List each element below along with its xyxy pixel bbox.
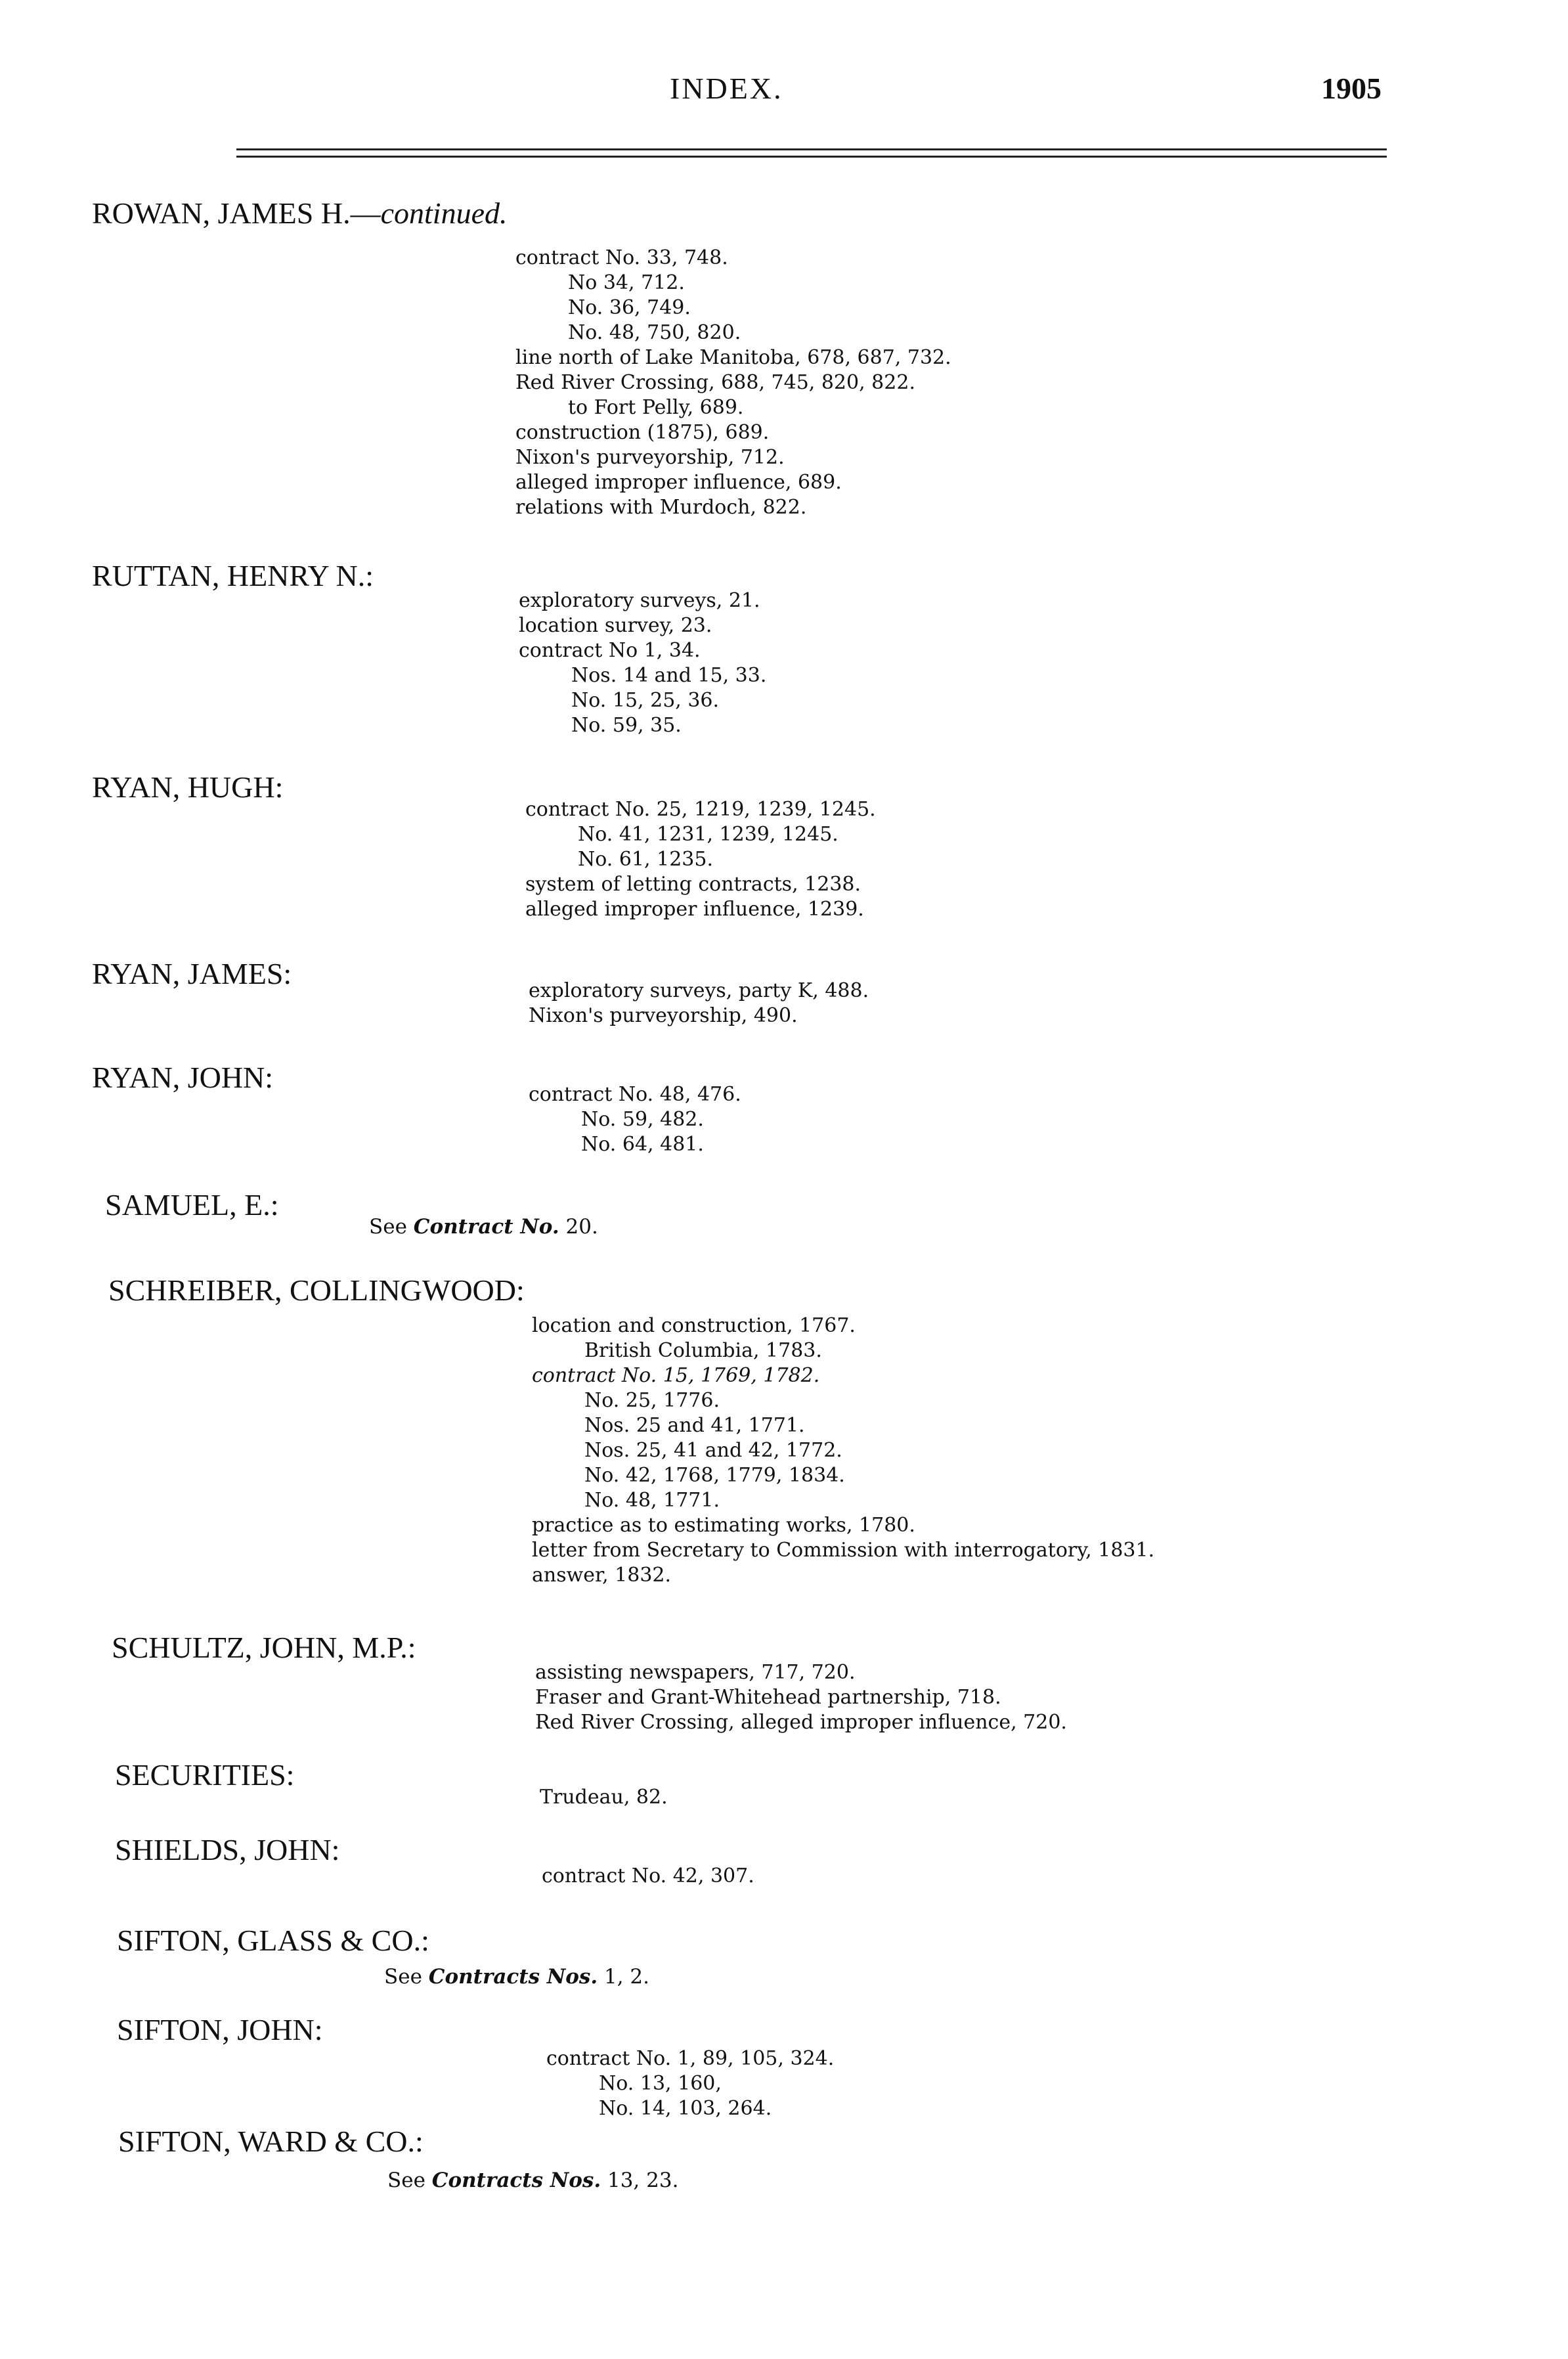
entry-name: RYAN, JOHN:: [92, 1061, 274, 1094]
entry-name: RYAN, JAMES:: [92, 957, 292, 990]
entry-line: Red River Crossing, alleged improper influence, 720.: [535, 1711, 1067, 1734]
entry-name: [92, 196, 508, 231]
entry-lines: [529, 979, 869, 1028]
page-title: INDEX.: [670, 72, 783, 105]
entry-lines: [519, 588, 766, 738]
entry-line: No. 59, 482.: [581, 1108, 704, 1131]
entry-line: system of letting contracts, 1238.: [525, 873, 861, 896]
entry-name: SIFTON, GLASS & CO.:: [117, 1924, 429, 1957]
entry-line: No. 48, 1771.: [584, 1489, 720, 1512]
entry-line: No. 41, 1231, 1239, 1245.: [578, 823, 838, 846]
entry-name: SIFTON, JOHN:: [117, 2013, 323, 2046]
entry-name: SECURITIES:: [115, 1758, 295, 1792]
entry-line: construction (1875), 689.: [515, 421, 770, 444]
see-prefix: See: [369, 1215, 407, 1239]
header-rule-double: [236, 156, 1387, 158]
entry-line: contract No. 33, 748.: [515, 246, 728, 269]
entry-line: Red River Crossing, 688, 745, 820, 822.: [515, 371, 915, 394]
entry-line: exploratory surveys, party K, 488.: [529, 979, 869, 1002]
entry-line: relations with Murdoch, 822.: [515, 496, 807, 519]
entry-line: Nos. 14 and 15, 33.: [571, 664, 767, 687]
entry-line: Nixon's purveyorship, 490.: [529, 1004, 798, 1027]
entry-name-text: ROWAN, JAMES H.—: [92, 196, 381, 230]
entry-line: contract No. 1, 89, 105, 324.: [546, 2047, 835, 2070]
see-target: Contracts Nos.: [428, 1965, 598, 1989]
entry-line: Trudeau, 82.: [540, 1786, 668, 1809]
see-target: Contracts Nos.: [431, 2169, 601, 2192]
entry-line: No. 64, 481.: [581, 1133, 704, 1156]
entry-lines: [540, 1785, 668, 1810]
entry-line: contract No 1, 34.: [519, 639, 701, 662]
see-target: Contract No.: [413, 1215, 559, 1239]
entry-name: SHIELDS, JOHN:: [115, 1833, 340, 1866]
entry-line: Fraser and Grant-Whitehead partnership, 718.: [535, 1686, 1001, 1709]
see-reference: [387, 2169, 678, 2192]
entry-line: assisting newspapers, 717, 720.: [535, 1661, 856, 1684]
entry-line: British Columbia, 1783.: [584, 1339, 822, 1362]
entry-line: No. 13, 160,: [599, 2072, 722, 2095]
entry-line: Nos. 25 and 41, 1771.: [584, 1414, 805, 1437]
entry-line: No. 25, 1776.: [584, 1389, 720, 1412]
entry-name: SCHREIBER, COLLINGWOOD:: [108, 1273, 525, 1307]
entry-lines: [515, 246, 951, 520]
entry-lines: [532, 1313, 1154, 1588]
entry-line: line north of Lake Manitoba, 678, 687, 732.: [515, 346, 951, 369]
see-reference: [369, 1215, 598, 1239]
entry-line: alleged improper influence, 689.: [515, 471, 842, 494]
entry-line: letter from Secretary to Commission with interrogatory, 1831.: [532, 1539, 1155, 1562]
entry-line: No 34, 712.: [568, 271, 685, 294]
entry-lines: [529, 1082, 741, 1157]
entry-line: No. 36, 749.: [568, 296, 691, 319]
entry-name: RUTTAN, HENRY N.:: [92, 559, 374, 592]
entry-name: RYAN, HUGH:: [92, 770, 284, 804]
entry-line: No. 61, 1235.: [578, 848, 713, 871]
entry-line: No. 48, 750, 820.: [568, 321, 741, 344]
see-number: 20.: [565, 1215, 598, 1239]
entry-line: to Fort Pelly, 689.: [568, 396, 744, 419]
entry-line: contract No. 48, 476.: [529, 1083, 741, 1106]
entry-line: location survey, 23.: [519, 614, 712, 637]
entry-line: alleged improper influence, 1239.: [525, 898, 864, 921]
entry-line: answer, 1832.: [532, 1564, 672, 1587]
entry-lines: [542, 1864, 754, 1889]
entry-lines: [535, 1660, 1067, 1735]
entry-line: Nixon's purveyorship, 712.: [515, 446, 785, 469]
entry-line: contract No. 42, 307.: [542, 1864, 754, 1887]
entry-line: exploratory surveys, 21.: [519, 589, 760, 612]
entry-line: contract No. 15, 1769, 1782.: [532, 1364, 820, 1387]
entry-line: No. 15, 25, 36.: [571, 689, 720, 712]
entry-name: SCHULTZ, JOHN, M.P.:: [112, 1631, 416, 1664]
entry-line: practice as to estimating works, 1780.: [532, 1514, 915, 1537]
see-reference: [384, 1965, 649, 1989]
entry-lines: [525, 797, 876, 922]
entry-line: location and construction, 1767.: [532, 1314, 856, 1337]
entry-name-suffix: continued.: [380, 196, 508, 230]
entry-line: contract No. 25, 1219, 1239, 1245.: [525, 798, 876, 821]
entry-line: No. 42, 1768, 1779, 1834.: [584, 1464, 845, 1487]
entry-name: SIFTON, WARD & CO.:: [118, 2125, 424, 2158]
entry-line: No. 14, 103, 264.: [599, 2097, 772, 2120]
entry-line: No. 59, 35.: [571, 714, 682, 737]
entry-name: SAMUEL, E.:: [105, 1188, 279, 1222]
page-number: 1905: [1321, 72, 1382, 105]
see-number: 1, 2.: [603, 1965, 649, 1989]
entry-lines: [546, 2046, 834, 2121]
entry-line: Nos. 25, 41 and 42, 1772.: [584, 1439, 842, 1462]
see-number: 13, 23.: [607, 2169, 679, 2192]
header-rule: [236, 148, 1387, 150]
see-prefix: See: [384, 1965, 422, 1989]
see-prefix: See: [387, 2169, 425, 2192]
